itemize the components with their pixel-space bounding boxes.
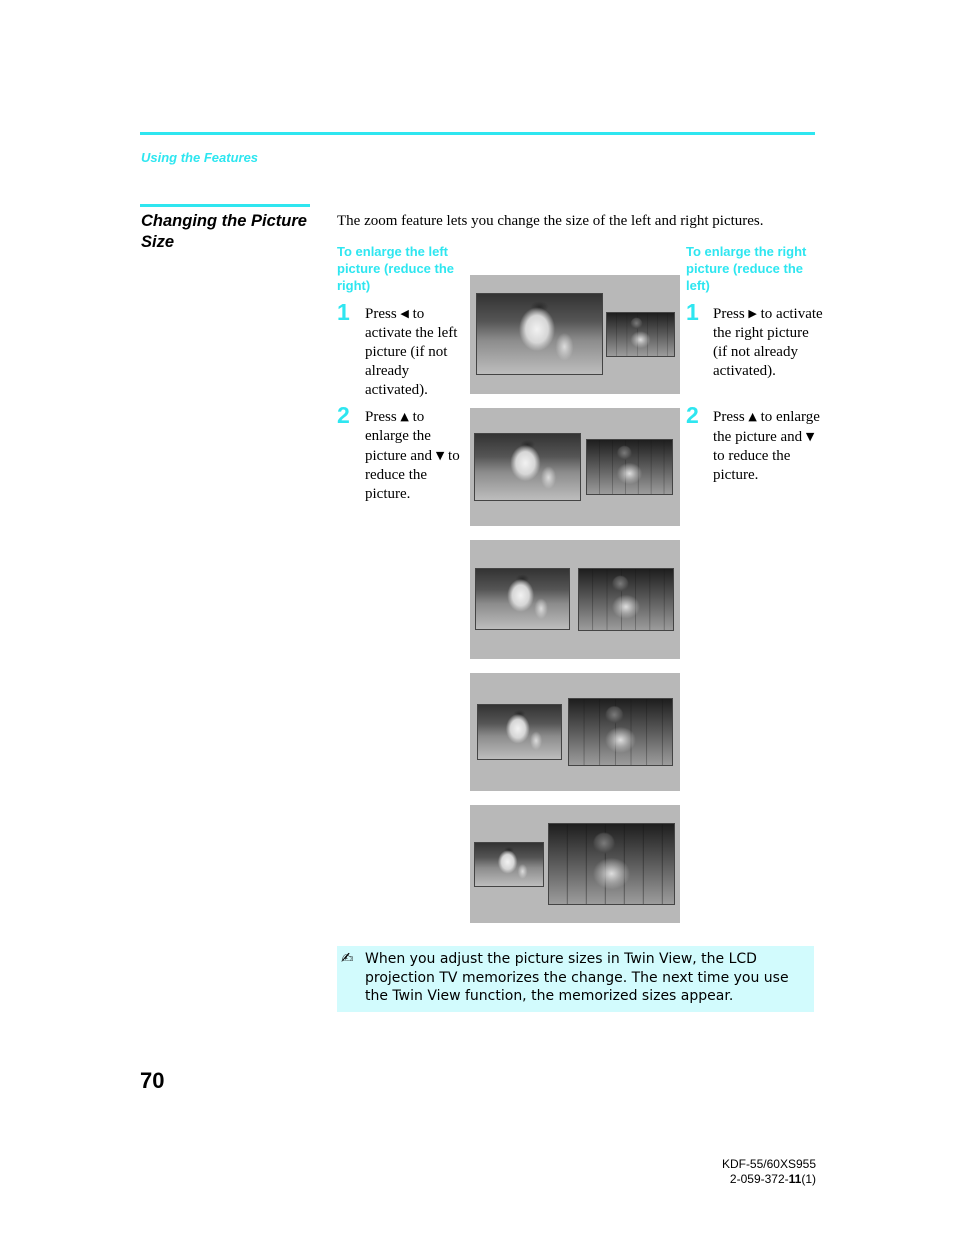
twin-view-panel-5 xyxy=(470,805,680,923)
left-column-title: To enlarge the left picture (reduce the right) xyxy=(337,244,455,293)
header-rule xyxy=(140,132,815,135)
intro-text: The zoom feature lets you change the size of the left and right pictures. xyxy=(337,213,764,229)
footer-model: KDF-55/60XS955 xyxy=(721,1157,816,1171)
right-picture xyxy=(606,312,675,357)
right-step2-post: to reduce the picture. xyxy=(713,448,791,483)
note-text: When you adjust the picture sizes in Twin View, the LCD projection TV memorizes the change. The next time you use the Twin View function, the memorized sizes appear. xyxy=(365,951,789,1004)
right-step2-number: 2 xyxy=(686,402,699,428)
right-picture xyxy=(568,698,673,766)
right-arrow-icon: ▶ xyxy=(748,307,757,320)
footer-code-suffix: (1) xyxy=(801,1172,816,1186)
left-step1-pre: Press xyxy=(365,306,397,322)
twin-view-panel-2 xyxy=(470,408,680,526)
left-step1-post: to activate the left picture (if not already activated). xyxy=(365,306,458,398)
right-step1-pre: Press xyxy=(713,306,745,322)
right-picture xyxy=(578,568,674,631)
section-header: Using the Features xyxy=(141,150,259,165)
right-step2-pre: Press xyxy=(713,409,745,425)
right-step1-number: 1 xyxy=(686,299,699,325)
down-arrow-icon: ▼ xyxy=(435,449,445,462)
right-column-title: To enlarge the right picture (reduce the left) xyxy=(686,244,807,293)
footer-code-bold: 11 xyxy=(788,1172,802,1186)
right-step1-post: to activate the right picture (if not already activated). xyxy=(713,306,823,379)
up-arrow-icon: ▲ xyxy=(748,410,757,423)
right-picture xyxy=(548,823,675,905)
twin-view-panel-3 xyxy=(470,540,680,659)
left-picture xyxy=(475,568,570,630)
left-step1-number: 1 xyxy=(337,299,350,325)
right-step1-text xyxy=(713,304,825,381)
left-picture xyxy=(476,293,603,375)
page-number: 70 xyxy=(140,1068,165,1093)
left-step2-mid: to enlarge the picture and xyxy=(365,409,433,464)
left-arrow-icon: ◀ xyxy=(400,307,409,320)
right-step2-mid: to enlarge the picture and xyxy=(713,409,820,445)
right-step2-text xyxy=(713,407,825,485)
twin-view-panel-4 xyxy=(470,673,680,791)
left-step1-text xyxy=(365,304,467,400)
pencil-note-icon: ✍ xyxy=(341,949,354,967)
left-picture xyxy=(474,433,581,501)
left-picture xyxy=(477,704,562,760)
page-title: Changing the Picture Size xyxy=(141,212,307,251)
footer-code-prefix: 2-059-372- xyxy=(729,1172,789,1186)
left-step2-pre: Press xyxy=(365,409,397,425)
left-picture xyxy=(474,842,544,887)
right-picture xyxy=(586,439,673,495)
up-arrow-icon: ▲ xyxy=(400,410,409,423)
footer xyxy=(680,1157,816,1187)
left-step2-text xyxy=(365,407,467,504)
down-arrow-icon: ▼ xyxy=(805,430,815,443)
twin-view-panel-1 xyxy=(470,275,680,394)
left-step2-number: 2 xyxy=(337,402,350,428)
footer-code xyxy=(680,1172,816,1187)
title-rule xyxy=(140,204,310,207)
left-step2-post: to reduce the picture. xyxy=(365,448,460,502)
